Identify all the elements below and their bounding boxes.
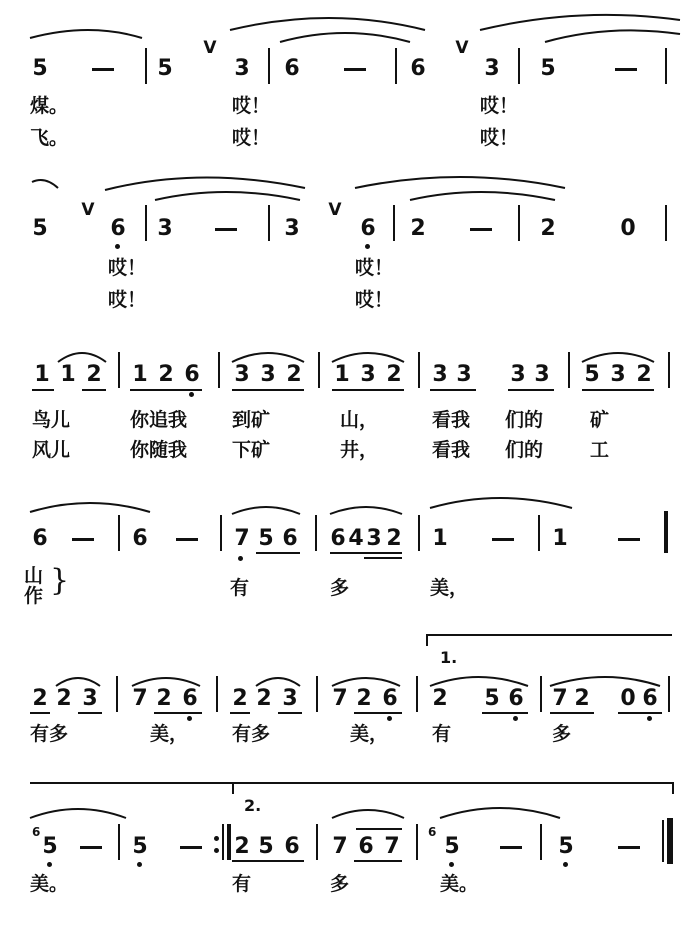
note: 6 (330, 526, 346, 551)
breath-mark: V (455, 38, 469, 58)
note: 3 (360, 362, 376, 387)
note: 6 (182, 686, 198, 711)
note: 2 (574, 686, 590, 711)
slur (545, 30, 680, 42)
note: 5 (444, 834, 460, 859)
lyric: 哎！ (480, 95, 519, 117)
note: 2 (386, 362, 402, 387)
note: 2 (156, 686, 172, 711)
lyric: 多 (330, 873, 350, 895)
brace-icon: } (50, 563, 70, 598)
slur (280, 33, 410, 42)
slur (232, 507, 300, 514)
lyric: 有 (230, 577, 250, 599)
note: 1 (60, 362, 76, 387)
lyric: 矿 (590, 409, 610, 431)
note: 6 (284, 834, 300, 859)
slur (480, 15, 680, 30)
lyric: 多 (330, 577, 350, 599)
note: 1 (34, 362, 50, 387)
note: 3 (456, 362, 472, 387)
note: 2 (234, 834, 250, 859)
note: 3 (484, 56, 500, 81)
note: 1 (132, 362, 148, 387)
slur (30, 503, 150, 512)
note: 3 (284, 216, 300, 241)
lyric: 哎！ (108, 289, 147, 311)
breath-mark: V (328, 200, 342, 220)
note: 6 (358, 834, 374, 859)
lyric: 哎！ (355, 289, 394, 311)
note: 2 (32, 686, 48, 711)
note: 2 (158, 362, 174, 387)
slur (410, 192, 555, 200)
slur (332, 353, 404, 362)
note: 5 (484, 686, 500, 711)
note: 6 (184, 362, 200, 387)
slur (30, 809, 126, 818)
breath-mark: V (203, 38, 217, 58)
lyric: 美。 (440, 873, 479, 895)
note: 2 (540, 216, 556, 241)
note: 7 (332, 834, 348, 859)
slur (232, 353, 304, 362)
note: 5 (558, 834, 574, 859)
note: 6 (642, 686, 658, 711)
note: 5 (32, 216, 48, 241)
note: 5 (42, 834, 58, 859)
slur (355, 177, 565, 188)
lyric: 美， (150, 723, 189, 745)
lyric: 作 (24, 585, 44, 607)
note: 3 (234, 362, 250, 387)
slur (332, 678, 400, 686)
lyric: 们的 (505, 409, 544, 431)
lyric: 有 (432, 723, 452, 745)
lyric: 到矿 (232, 409, 271, 431)
note: 2 (256, 686, 272, 711)
lyric: 美， (350, 723, 389, 745)
note: 2 (386, 526, 402, 551)
ending-number: 1. (440, 648, 458, 667)
note: 2 (232, 686, 248, 711)
note: 3 (82, 686, 98, 711)
note: 6 (382, 686, 398, 711)
note: 3 (234, 56, 250, 81)
note: 2 (636, 362, 652, 387)
slur (330, 507, 402, 514)
grace-note: 6 (32, 825, 41, 839)
lyric: 美。 (30, 873, 69, 895)
slur (32, 180, 58, 188)
lyric: 看我 (432, 409, 471, 431)
slur (58, 353, 106, 362)
note: 2 (432, 686, 448, 711)
slur (550, 677, 660, 686)
lyric: 你随我 (130, 439, 188, 461)
slur (582, 353, 654, 362)
note: 2 (356, 686, 372, 711)
note: 5 (584, 362, 600, 387)
slur (30, 30, 142, 38)
lyric: 飞。 (30, 127, 69, 149)
lyric: 看我 (432, 439, 471, 461)
lyric: 哎！ (232, 95, 271, 117)
lyric: 多 (552, 723, 572, 745)
slur (132, 678, 200, 686)
note: 3 (366, 526, 382, 551)
slur (332, 810, 404, 818)
lyric: 山， (340, 409, 379, 431)
lyric: 有多 (30, 723, 69, 745)
note: 7 (132, 686, 148, 711)
slur (105, 177, 305, 190)
note: 5 (32, 56, 48, 81)
lyric: 下矿 (232, 439, 271, 461)
lyric: 美， (430, 577, 469, 599)
note: 5 (132, 834, 148, 859)
slur (430, 498, 572, 508)
note: 5 (258, 526, 274, 551)
note: 2 (86, 362, 102, 387)
note: 3 (534, 362, 550, 387)
note: 6 (132, 526, 148, 551)
note: 5 (157, 56, 173, 81)
note: 3 (282, 686, 298, 711)
note: 7 (384, 834, 400, 859)
rest: 0 (620, 216, 636, 241)
rest: 0 (620, 686, 636, 711)
note: 6 (410, 56, 426, 81)
lyric: 哎！ (480, 127, 519, 149)
lyric: 哎！ (232, 127, 271, 149)
lyric: 有多 (232, 723, 271, 745)
note: 6 (284, 56, 300, 81)
lyric: 哎！ (355, 257, 394, 279)
note: 3 (157, 216, 173, 241)
note: 7 (552, 686, 568, 711)
note: 2 (56, 686, 72, 711)
note: 3 (260, 362, 276, 387)
note: 3 (432, 362, 448, 387)
note: 6 (32, 526, 48, 551)
note: 7 (332, 686, 348, 711)
note: 4 (348, 526, 364, 551)
slur (256, 678, 300, 686)
lyric: 哎！ (108, 257, 147, 279)
note: 1 (432, 526, 448, 551)
note: 7 (234, 526, 250, 551)
note: 5 (540, 56, 556, 81)
note: 3 (510, 362, 526, 387)
lyric: 们的 (505, 439, 544, 461)
slur (56, 678, 100, 686)
note: 5 (258, 834, 274, 859)
note: 1 (334, 362, 350, 387)
note: 6 (282, 526, 298, 551)
lyric: 山 (24, 565, 44, 587)
note: 2 (410, 216, 426, 241)
lyric: 风儿 (32, 439, 71, 461)
note: 1 (552, 526, 568, 551)
slur (230, 18, 425, 30)
lyric: 鸟儿 (32, 409, 71, 431)
lyric: 你追我 (130, 409, 188, 431)
slur (155, 192, 300, 200)
slur (440, 808, 560, 818)
breath-mark: V (81, 200, 95, 220)
note: 6 (508, 686, 524, 711)
note: 6 (110, 216, 126, 241)
lyric: 煤。 (30, 95, 69, 117)
lyric: 有 (232, 873, 252, 895)
lyric: 工 (590, 439, 610, 461)
lyric: 井， (340, 439, 379, 461)
slur (430, 677, 528, 686)
ending-number: 2. (244, 796, 262, 815)
note: 3 (610, 362, 626, 387)
note: 6 (360, 216, 376, 241)
grace-note: 6 (428, 825, 437, 839)
note: 2 (286, 362, 302, 387)
